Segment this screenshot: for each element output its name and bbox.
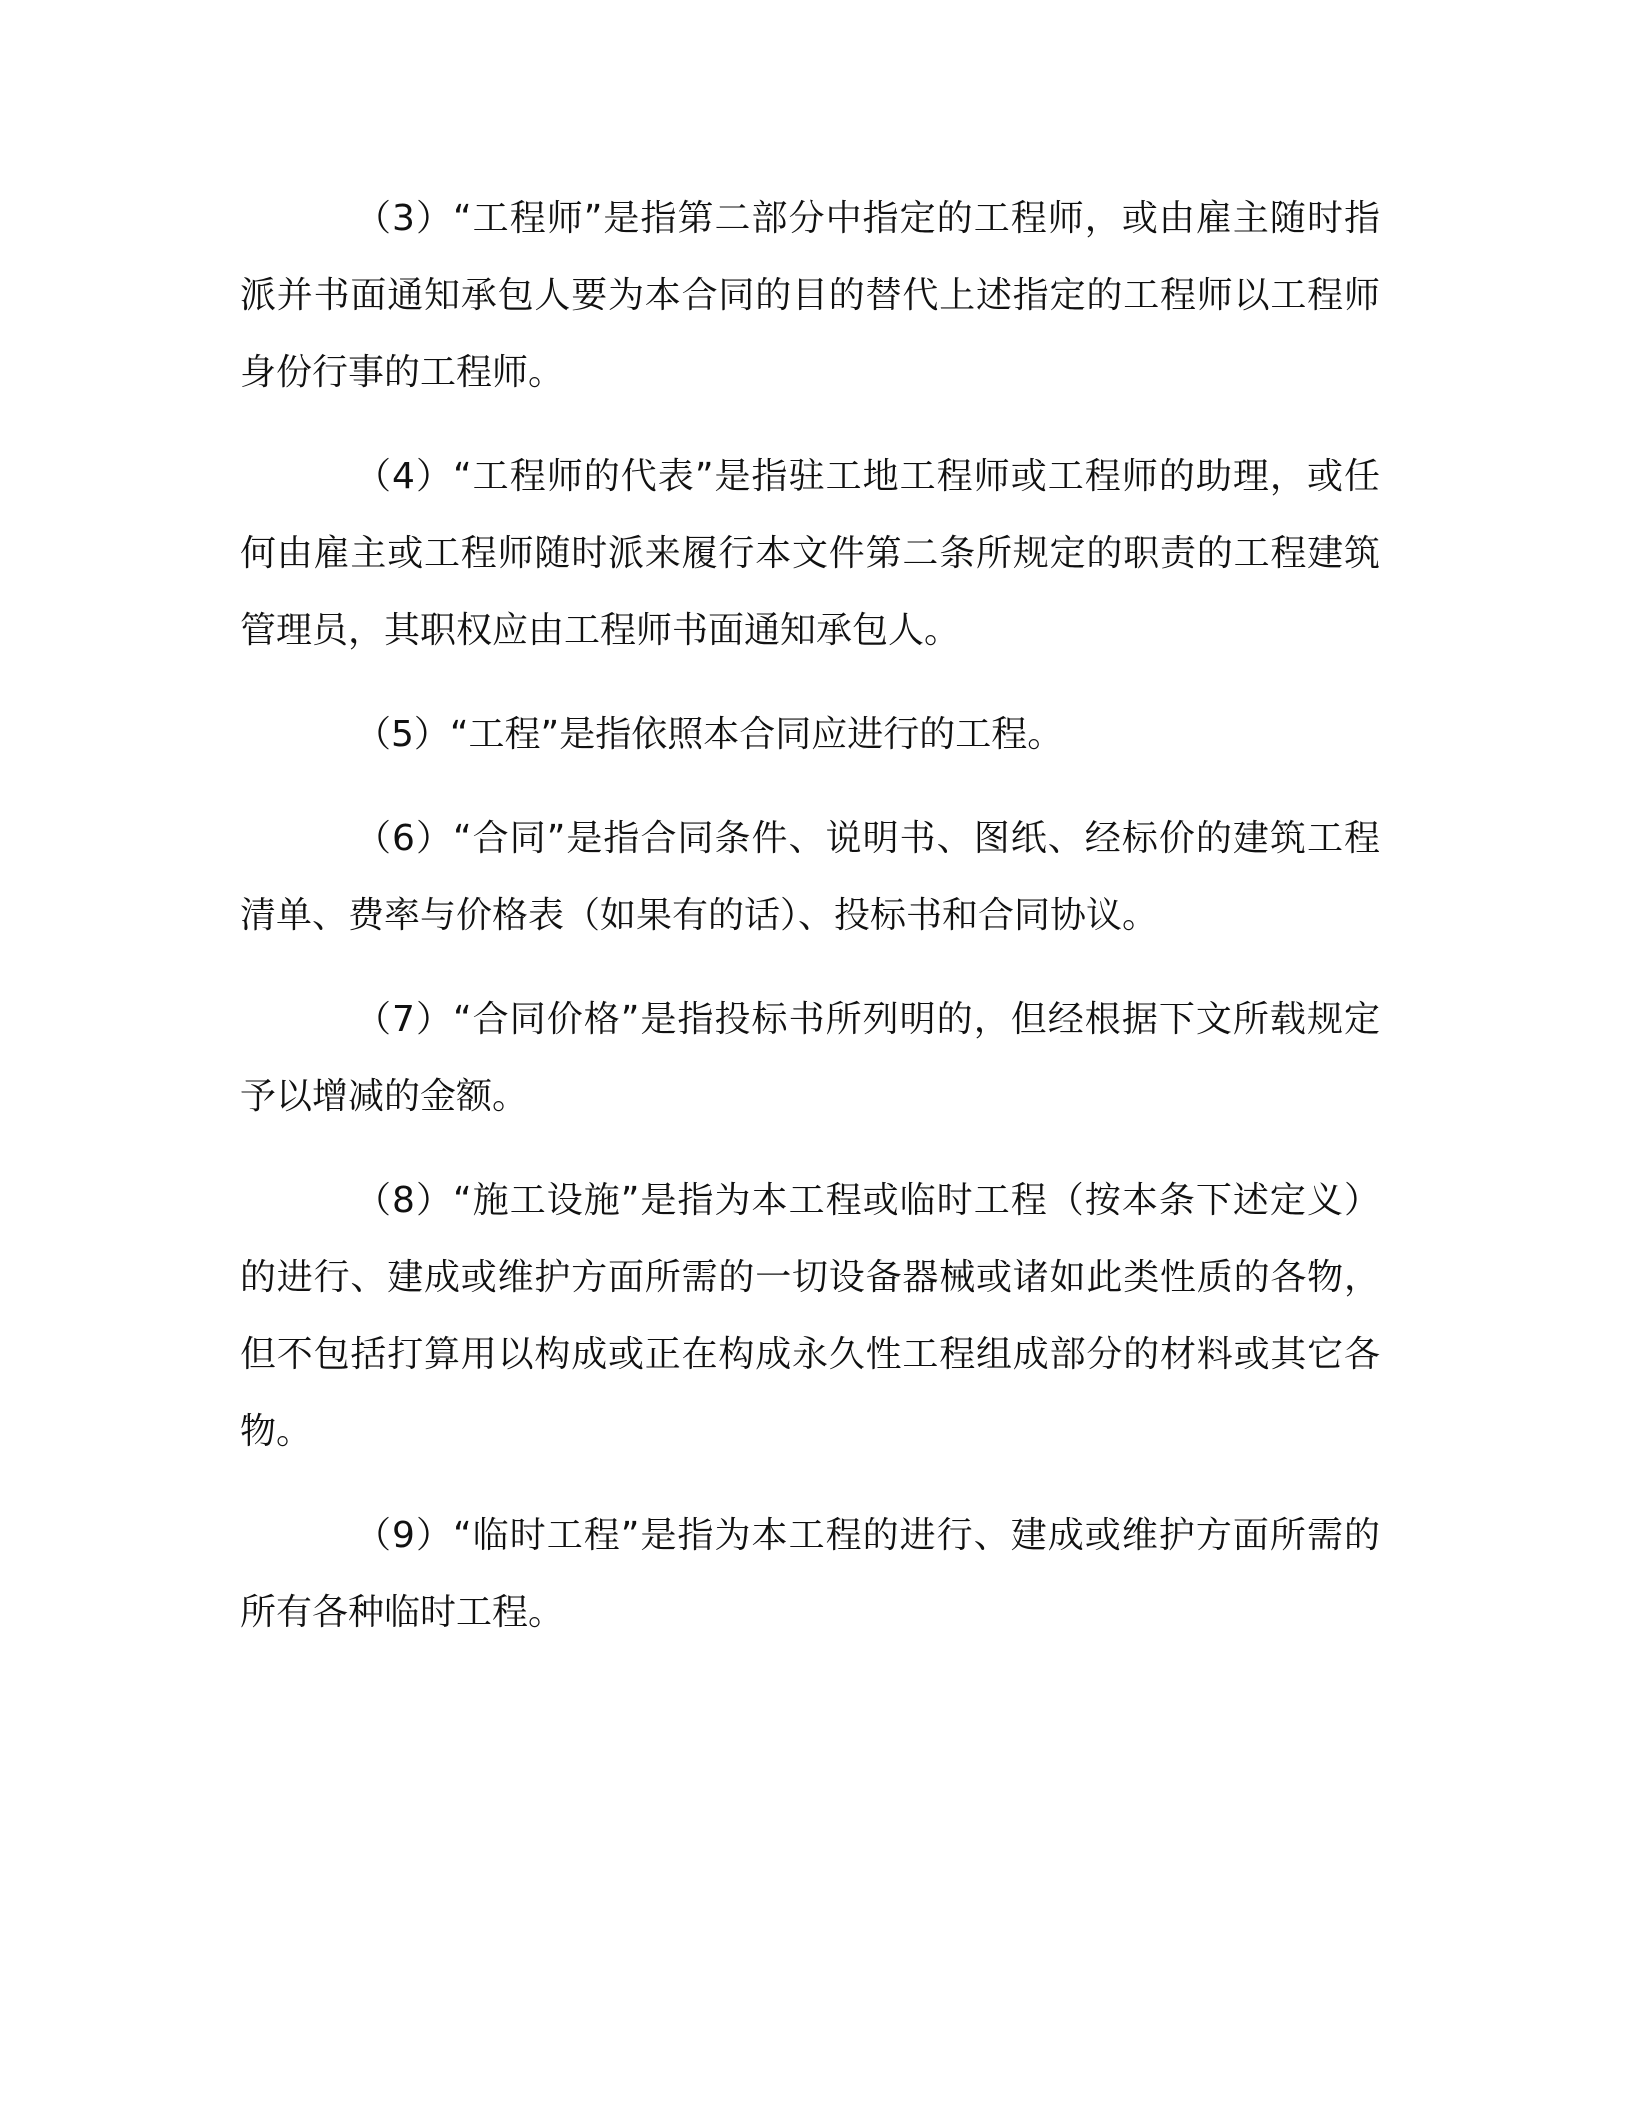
paragraph-clause-9: （9）“临时工程”是指为本工程的进行、建成或维护方面所需的所有各种临时工程。: [240, 1515, 1380, 1633]
paragraph-clause-5: （5）“工程”是指依照本合同应进行的工程。: [355, 714, 1064, 755]
paragraph-clause-8: （8）“施工设施”是指为本工程或临时工程（按本条下述定义）的进行、建成或维护方面所需的一切设备器械或诸如此类性质的各物，但不包括打算用以构成或正在构成永久性工程组成部分的材料或其它各物。: [240, 1180, 1380, 1452]
document-body: [240, 180, 1380, 1678]
paragraph-clause-4: （4）“工程师的代表”是指驻工地工程师或工程师的助理，或任何由雇主或工程师随时派来履行本文件第二条所规定的职责的工程建筑管理员，其职权应由工程师书面通知承包人。: [240, 456, 1380, 651]
paragraph-clause-7: （7）“合同价格”是指投标书所列明的，但经根据下文所载规定予以增减的金额。: [240, 999, 1380, 1117]
paragraph-clause-6: （6）“合同”是指合同条件、说明书、图纸、经标价的建筑工程清单、费率与价格表（如果有的话）、投标书和合同协议。: [240, 818, 1380, 936]
paragraph-clause-3: （3）“工程师”是指第二部分中指定的工程师，或由雇主随时指派并书面通知承包人要为本合同的目的替代上述指定的工程师以工程师身份行事的工程师。: [240, 198, 1380, 393]
